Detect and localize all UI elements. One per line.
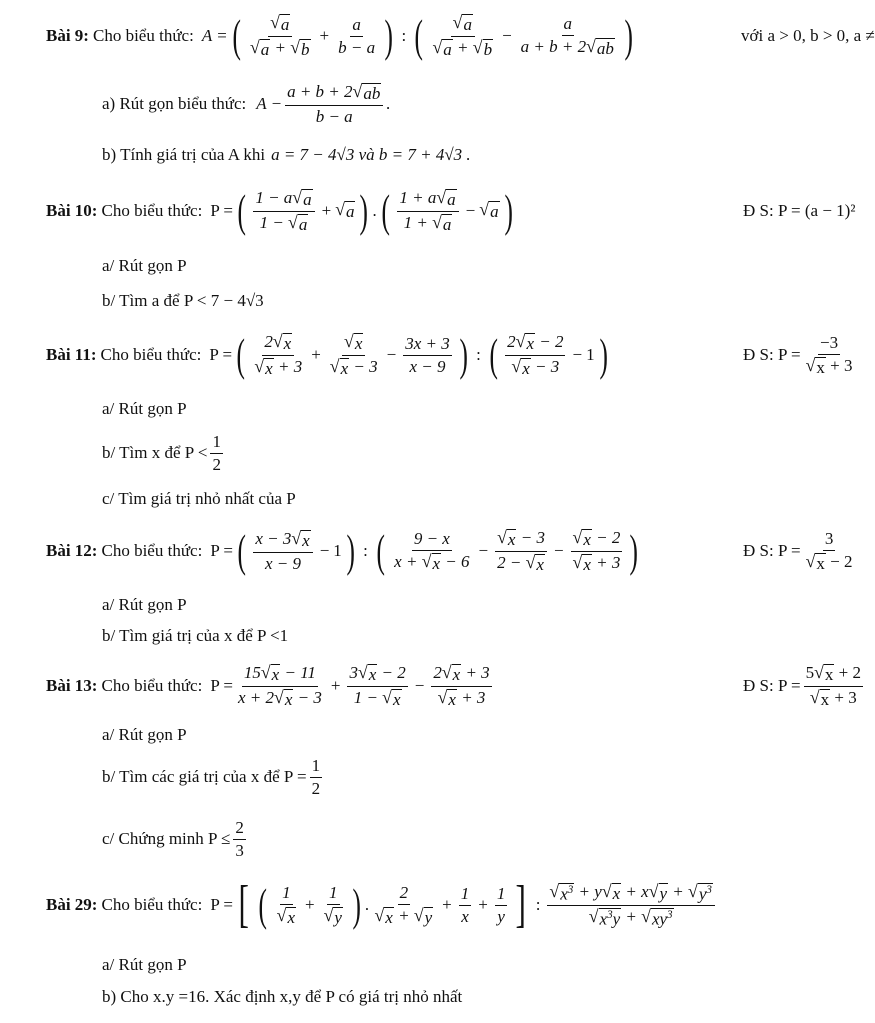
problem-12-part-a-text: a/ Rút gọn P: [102, 595, 187, 614]
problem-13-part-c-text: c/ Chứng minh P ≤: [102, 829, 231, 848]
problem-12-statement: [46, 520, 853, 582]
problem-13-answer: Đ S: P = 5 √ x + 2 √ x + 3: [743, 662, 862, 709]
problem-9-part-b: [102, 140, 832, 170]
problem-29-part-a-text: a/ Rút gọn P: [102, 955, 187, 974]
problem-13-part-a-text: a/ Rút gọn P: [102, 725, 187, 744]
problem-12-part-a: [102, 592, 832, 618]
problem-13-part-b-text: b/ Tìm các giá trị của x để P =: [102, 767, 307, 786]
problem-11-part-a-text: a/ Rút gọn P: [102, 399, 187, 418]
problem-9-part-b-text: b) Tính giá trị của A khi: [102, 145, 266, 164]
problem-11-part-a: [102, 396, 832, 422]
problem-9-condition: với a > 0, b > 0, a ≠: [741, 26, 875, 45]
problem-13-part-a: [102, 722, 832, 748]
problem-9-label: Bài 9:: [46, 26, 89, 45]
problem-10-part-a-text: a/ Rút gọn P: [102, 256, 187, 275]
problem-29-label: Bài 29:: [46, 895, 98, 914]
problem-9-part-a-formula: A − a + b + 2 √ ab b − a .: [256, 81, 391, 126]
problem-11-part-c-text: c/ Tìm giá trị nhỏ nhất của P: [102, 489, 296, 508]
problem-29-intro: Cho biểu thức:: [101, 895, 203, 914]
problem-11-part-c: [102, 486, 832, 512]
problem-11-label: Bài 11:: [46, 345, 97, 364]
problem-11-statement: [46, 325, 853, 385]
problem-10-statement: [46, 180, 856, 242]
problem-13-part-c: c/ Chứng minh P ≤ $\frac{2}{3}$: [102, 817, 244, 860]
problem-11-part-b-text: b/ Tìm x để P <: [102, 443, 208, 462]
problem-10-answer: Đ S: P = (a − 1)²: [743, 201, 856, 220]
problem-13-part-b: b/ Tìm các giá trị của x để P = $\frac{1}{2}$: [102, 755, 321, 798]
problem-13-label: Bài 13:: [46, 676, 98, 695]
problem-13-formula: P = 15 √ x − 11 x + 2 √ x − 3 + 3 √ x − 2 1 − √ x − 2 √ x + 3 √ x + 3: [210, 662, 490, 709]
problem-9-part-a: [102, 76, 832, 132]
problem-12-part-b: [102, 623, 832, 649]
problem-29-part-a: [102, 952, 832, 978]
problem-29-part-b-text: b) Cho x.y =16. Xác định x,y để P có giá trị nhỏ nhất: [102, 987, 463, 1006]
problem-11-answer: Đ S: P = −3 √ x + 3: [743, 333, 853, 378]
problem-13-answer-prefix: Đ S: P =: [743, 676, 801, 695]
problem-29-statement: [46, 870, 836, 940]
problem-12-label: Bài 12:: [46, 541, 98, 560]
problem-9-intro: Cho biểu thức:: [92, 26, 194, 45]
problem-11-part-b: b/ Tìm x để P < $\frac{1}{2}$: [102, 431, 221, 474]
problem-29-formula: P = [ ( 1 √ x + 1 √ y ) . 2 √ x + √ y + $\frac{1}{x}$ + $\frac{1}{y}$ ] : √ $x^3$ + y √ x + x √ y + √ $y^3$ √ $x^3y$ + √ $xy^3$: [210, 879, 718, 931]
problem-10-label: Bài 10:: [46, 201, 98, 220]
problem-12-answer: Đ S: P = 3 √ x − 2: [743, 529, 853, 574]
problem-13-statement: [46, 657, 862, 715]
problem-9-statement: [46, 6, 875, 66]
problem-10-formula: P = ( 1 − a √ a 1 − √ a + √ a ) . ( 1 + a √ a 1 + √ a − √ a ): [210, 185, 513, 236]
problem-10-part-a: [102, 253, 832, 279]
problem-11-answer-prefix: Đ S: P =: [743, 344, 801, 364]
problem-10-part-b-text: b/ Tìm a để P < 7 − 4√3: [102, 291, 264, 310]
problem-12-formula: P = ( x − 3 √ x x − 9 − 1 ) : ( 9 − x x + √ x − 6 − √ x − 3 2 − √ x − √ x − 2 √ x + 3 ): [210, 525, 639, 576]
problem-12-answer-prefix: Đ S: P =: [743, 540, 801, 560]
problem-10-part-b: [102, 287, 832, 315]
problem-12-part-b-text: b/ Tìm giá trị của x để P <1: [102, 626, 289, 645]
problem-12-intro: Cho biểu thức:: [101, 541, 203, 560]
problem-9-part-a-text: a) Rút gọn biểu thức:: [102, 94, 247, 113]
problem-9-part-b-value: a = 7 − 4√3 và b = 7 + 4√3 .: [271, 145, 471, 164]
problem-13-intro: Cho biểu thức:: [101, 676, 203, 695]
problem-29-part-b: [102, 984, 832, 1010]
problem-11-formula: P = ( 2 √ x √ x + 3 + √ x √ x − 3 − $\frac{3x + 3}{x - 9}$ ) : ( 2 √ x − 2 √ x − 3 − 1 ): [209, 329, 608, 380]
problem-11-intro: Cho biểu thức:: [100, 345, 202, 364]
problem-10-intro: Cho biểu thức:: [101, 201, 203, 220]
problem-9-formula: A = ( √ a √ a + √ b + $\frac{a}{b - a}$ ) : ( √ a √ a + √ b − a a + b + 2 √ ab ): [201, 10, 633, 61]
